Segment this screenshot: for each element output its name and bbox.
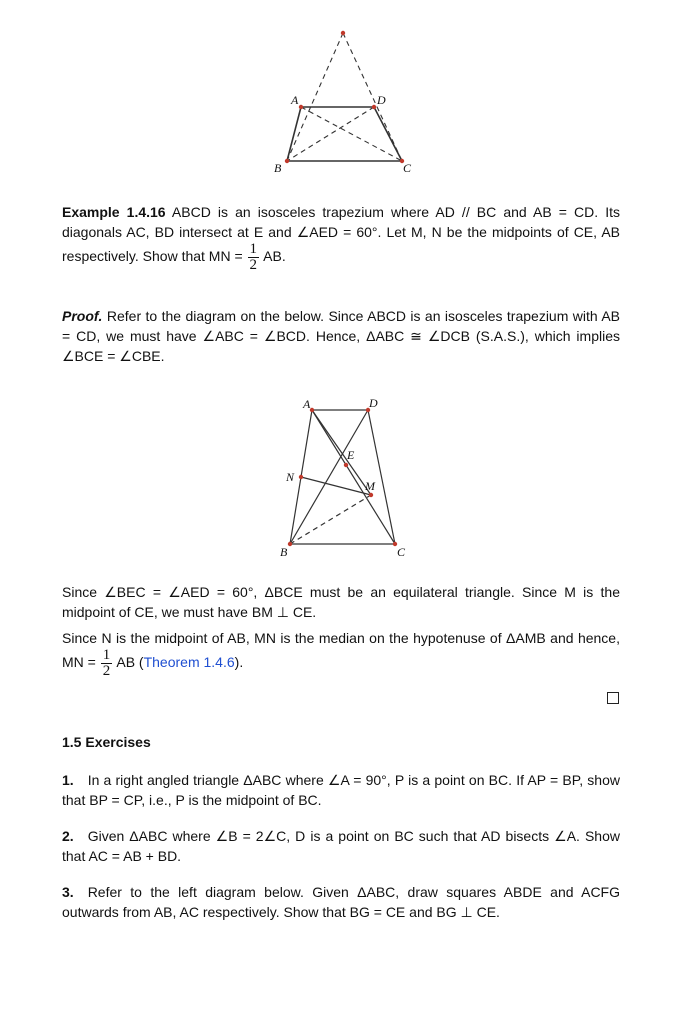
- segment-dc: [374, 107, 402, 161]
- proof-continuation-2: [62, 628, 620, 679]
- label-e: E: [347, 448, 355, 462]
- proof-continuation-1: [62, 582, 620, 622]
- exercise-text: Refer to the left diagram below. Given ΔABC, draw squares ABDE and ACFG outwards from AB, AC respectively. Show that BG = CE and BG ⊥ CE.: [62, 884, 620, 920]
- example-label: Example 1.4.16: [62, 204, 166, 220]
- exercises-heading: [62, 732, 620, 752]
- exercise-text: Given ΔABC where ∠B = 2∠C, D is a point on BC such that AD bisects ∠A. Show that AC = AB + BD.: [62, 828, 620, 864]
- label-b: B: [274, 161, 282, 175]
- fraction-denominator: 2: [249, 257, 258, 273]
- example-fraction: [248, 242, 260, 273]
- label-c: C: [397, 545, 406, 559]
- exercise-item: [62, 882, 620, 922]
- label-a: A: [303, 397, 311, 411]
- fraction-numerator: 1: [102, 647, 111, 663]
- figure-1-svg: [270, 28, 420, 178]
- point-b: [285, 159, 289, 163]
- proof2-tail-pre: AB (: [116, 654, 144, 671]
- label-d: D: [369, 396, 378, 410]
- point-a: [299, 105, 303, 109]
- example-statement: [62, 202, 620, 273]
- theorem-link[interactable]: Theorem 1.4.6: [143, 654, 235, 671]
- label-d: D: [377, 93, 386, 107]
- label-a: A: [291, 93, 299, 107]
- diagonal-ac: [312, 410, 395, 544]
- point-a: [310, 408, 314, 412]
- label-m: M: [365, 479, 375, 493]
- diagonal-bd: [287, 107, 374, 161]
- point-d: [372, 105, 376, 109]
- proof2-tail-post: ).: [234, 654, 244, 671]
- exercise-text: In a right angled triangle ΔABC where ∠A = 90°, P is a point on BC. If AP = BP, show that BP = CP, i.e., P is the midpoint of BC.: [62, 772, 620, 808]
- exercise-number: 3.: [62, 884, 74, 900]
- label-c: C: [403, 161, 412, 175]
- label-n: N: [286, 470, 295, 484]
- point-e: [344, 463, 348, 467]
- dashed-segment-bm: [290, 495, 371, 544]
- dashed-line-apex-c: [343, 33, 402, 161]
- figure-trapezium-proof: [280, 398, 410, 560]
- point-b: [288, 542, 292, 546]
- exercise-number: 2.: [62, 828, 74, 844]
- proof-paragraph: [62, 306, 620, 366]
- qed-square: [607, 692, 619, 704]
- segment-dc: [368, 410, 395, 544]
- example-text: ABCD is an isosceles trapezium where AD // BC and AB = CD. Its diagonals AC, BD intersect at E and ∠AED = 60°. Let M, N be the midpoints of CE, AB respectively. Show that MN =: [62, 204, 620, 265]
- proof2-fraction: [101, 648, 113, 679]
- example-tail: AB.: [263, 248, 286, 265]
- exercise-number: 1.: [62, 772, 74, 788]
- fraction-denominator: 2: [102, 663, 111, 679]
- exercise-list: [62, 770, 620, 938]
- point-m: [369, 493, 373, 497]
- proof-text: Refer to the diagram on the below. Since ABCD is an isosceles trapezium with AB = CD, we must have ∠ABC = ∠BCD. Hence, ΔABC ≅ ∠DCB (S.A.S.), which implies ∠BCE = ∠CBE.: [62, 308, 621, 364]
- exercise-item: [62, 826, 620, 866]
- point-apex: [341, 31, 345, 35]
- fraction-numerator: 1: [249, 241, 258, 257]
- exercise-item: [62, 770, 620, 810]
- figure-2-svg: [280, 398, 410, 560]
- figure-trapezium-extended: [270, 28, 420, 178]
- proof-label: Proof.: [62, 308, 103, 324]
- point-n: [299, 475, 303, 479]
- label-b: B: [280, 545, 288, 559]
- proof2-line2: Since N is the midpoint of AB, MN is the median on the hypotenuse of ΔAMB and hence, MN =: [62, 630, 620, 671]
- diagonal-ac: [301, 107, 402, 161]
- exercises-heading-text: 1.5 Exercises: [62, 734, 151, 750]
- proof2-line1: Since ∠BEC = ∠AED = 60°, ΔBCE must be an equilateral triangle. Since M is the midpoint of CE, we must have BM ⊥ CE.: [62, 584, 620, 620]
